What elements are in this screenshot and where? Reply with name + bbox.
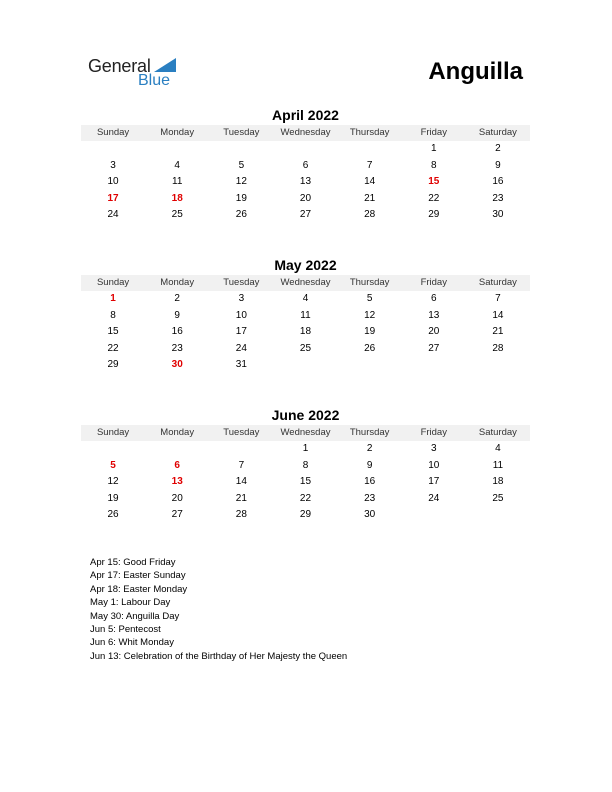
day-cell: 7	[366, 159, 373, 171]
day-cell: 27	[171, 509, 183, 521]
day-cell: 28	[492, 342, 504, 354]
weekday-label: Friday	[420, 277, 447, 288]
day-cell: 14	[364, 176, 376, 188]
day-cell: 29	[299, 509, 312, 521]
day-cell: 12	[364, 309, 376, 321]
day-cell: 14	[235, 476, 247, 488]
day-cell: 2	[366, 443, 373, 454]
day-cell: 15	[107, 326, 119, 338]
day-cell: 11	[492, 459, 504, 471]
day-cell: 9	[174, 309, 180, 321]
day-cell: 3	[238, 293, 245, 304]
week-row	[81, 441, 530, 458]
weekday-label: Wednesday	[280, 427, 331, 438]
day-cell: 7	[495, 293, 501, 304]
empty-day-cell	[338, 357, 402, 374]
day-cell: 17	[235, 326, 247, 338]
weekday-label: Sunday	[96, 427, 130, 438]
day-cell: 1	[110, 293, 116, 304]
day-cell: 9	[495, 159, 501, 171]
empty-day-cell	[81, 141, 145, 158]
day-cell: 24	[235, 342, 247, 354]
day-cell: 3	[430, 443, 437, 454]
day-cell: 2	[495, 143, 501, 154]
holiday-item: Apr 17: Easter Sunday	[90, 570, 186, 582]
day-cell: 6	[430, 293, 437, 304]
weekday-label: Saturday	[478, 277, 517, 288]
logo-flag-icon	[154, 58, 176, 72]
day-cell: 25	[171, 209, 183, 221]
day-cell: 30	[364, 509, 376, 521]
day-cell: 13	[299, 176, 312, 188]
day-cell: 30	[171, 359, 183, 371]
day-cell: 8	[430, 159, 437, 171]
day-cell: 3	[110, 159, 116, 171]
empty-day-cell	[145, 141, 209, 158]
weekday-label: Thursday	[349, 427, 390, 438]
weekday-label: Thursday	[349, 127, 390, 138]
day-cell: 12	[107, 476, 119, 488]
country-title: Anguilla	[428, 58, 523, 85]
day-cell: 11	[172, 176, 183, 188]
day-cell: 9	[366, 459, 373, 471]
empty-day-cell	[402, 357, 466, 374]
day-cell: 11	[300, 309, 311, 321]
day-cell: 20	[299, 192, 312, 204]
week-row	[81, 507, 530, 524]
day-cell: 10	[235, 309, 247, 321]
week-row	[81, 341, 530, 358]
day-cell: 1	[302, 443, 309, 454]
day-cell: 5	[110, 459, 116, 471]
weekday-label: Monday	[160, 127, 195, 138]
day-cell: 20	[171, 492, 183, 504]
day-cell: 29	[107, 359, 119, 371]
day-cell: 21	[492, 326, 504, 338]
week-row	[81, 458, 530, 475]
weekday-header	[81, 425, 530, 441]
day-cell: 6	[302, 159, 309, 171]
week-row	[81, 491, 530, 508]
week-row	[81, 174, 530, 191]
logo	[88, 56, 188, 92]
day-cell: 16	[492, 176, 504, 188]
weekday-header	[81, 275, 530, 291]
month-title: June 2022	[271, 407, 340, 423]
day-cell: 16	[364, 476, 376, 488]
holiday-list	[90, 556, 350, 663]
day-cell: 5	[238, 159, 245, 171]
day-cell: 20	[428, 326, 440, 338]
holiday-item: Jun 13: Celebration of the Birthday of Her Majesty the Queen	[90, 650, 348, 662]
week-row	[81, 324, 530, 341]
day-cell: 4	[495, 443, 501, 454]
week-row	[81, 291, 530, 308]
day-cell: 17	[107, 192, 119, 204]
empty-day-cell	[209, 141, 273, 158]
weekday-label: Sunday	[96, 127, 130, 138]
empty-day-cell	[273, 357, 337, 374]
day-cell: 22	[107, 342, 119, 354]
day-cell: 13	[171, 476, 183, 488]
day-cell: 25	[299, 342, 312, 354]
day-cell: 7	[238, 459, 245, 471]
day-cell: 31	[235, 359, 247, 371]
month-title: May 2022	[274, 257, 337, 273]
logo-general-text: General	[88, 56, 151, 76]
month-title: April 2022	[272, 107, 339, 123]
week-row	[81, 357, 530, 374]
month-june	[81, 407, 530, 524]
month-may	[81, 257, 530, 374]
day-cell: 5	[366, 293, 373, 304]
day-cell: 15	[299, 476, 312, 488]
day-cell: 17	[428, 476, 440, 488]
day-cell: 10	[428, 459, 440, 471]
day-cell: 21	[235, 492, 247, 504]
weekday-label: Saturday	[478, 427, 517, 438]
empty-day-cell	[209, 441, 273, 458]
holiday-item: Apr 15: Good Friday	[90, 557, 176, 568]
day-cell: 25	[492, 492, 504, 504]
day-cell: 29	[428, 209, 440, 221]
holiday-item: Jun 5: Pentecost	[90, 624, 161, 636]
day-cell: 22	[299, 492, 312, 504]
holiday-item: Apr 18: Easter Monday	[90, 583, 188, 595]
day-cell: 12	[235, 176, 247, 188]
day-cell: 30	[492, 209, 504, 221]
weekday-label: Wednesday	[280, 277, 331, 288]
empty-day-cell	[338, 141, 402, 158]
empty-day-cell	[402, 507, 466, 524]
day-cell: 26	[364, 342, 376, 354]
day-cell: 18	[299, 326, 312, 338]
week-row	[81, 158, 530, 175]
weekday-header	[81, 125, 530, 141]
day-cell: 28	[364, 209, 376, 221]
week-row	[81, 207, 530, 224]
day-cell: 24	[428, 492, 440, 504]
day-cell: 24	[107, 209, 119, 221]
day-cell: 14	[492, 309, 504, 321]
weekday-label: Friday	[420, 127, 447, 138]
day-cell: 13	[428, 309, 440, 321]
empty-day-cell	[81, 441, 145, 458]
day-cell: 19	[235, 192, 247, 204]
day-cell: 19	[364, 326, 376, 338]
empty-day-cell	[273, 141, 337, 158]
day-cell: 8	[110, 309, 116, 321]
week-row	[81, 308, 530, 325]
day-cell: 8	[302, 459, 309, 471]
day-cell: 6	[174, 459, 180, 471]
weekday-label: Sunday	[96, 277, 130, 288]
holiday-item: May 30: Anguilla Day	[90, 610, 180, 622]
empty-day-cell	[466, 507, 530, 524]
month-april	[81, 107, 530, 224]
weekday-label: Wednesday	[280, 127, 331, 138]
weekday-label: Thursday	[349, 277, 390, 288]
weekday-label: Saturday	[478, 127, 517, 138]
weekday-label: Monday	[160, 427, 195, 438]
day-cell: 27	[428, 342, 440, 354]
day-cell: 19	[107, 492, 119, 504]
day-cell: 23	[492, 192, 504, 204]
day-cell: 2	[174, 293, 180, 304]
week-row	[81, 474, 530, 491]
day-cell: 10	[107, 176, 119, 188]
week-row	[81, 191, 530, 208]
day-cell: 27	[299, 209, 312, 221]
weekday-label: Monday	[160, 277, 195, 288]
week-row	[81, 141, 530, 158]
day-cell: 18	[492, 476, 504, 488]
holiday-item: May 1: Labour Day	[90, 597, 171, 609]
weekday-label: Friday	[420, 427, 447, 438]
weekday-label: Tuesday	[223, 427, 260, 438]
weekday-label: Tuesday	[223, 277, 260, 288]
day-cell: 28	[235, 509, 247, 521]
day-cell: 26	[107, 509, 119, 521]
day-cell: 4	[174, 159, 180, 171]
day-cell: 21	[364, 192, 376, 204]
day-cell: 23	[364, 492, 376, 504]
weekday-label: Tuesday	[223, 127, 260, 138]
day-cell: 16	[171, 326, 183, 338]
logo-blue-text: Blue	[138, 72, 171, 89]
empty-day-cell	[145, 441, 209, 458]
day-cell: 4	[302, 293, 309, 304]
day-cell: 15	[428, 176, 440, 188]
empty-day-cell	[466, 357, 530, 374]
day-cell: 23	[171, 342, 183, 354]
day-cell: 22	[428, 192, 440, 204]
day-cell: 1	[430, 143, 437, 154]
day-cell: 18	[171, 192, 183, 204]
holiday-item: Jun 6: Whit Monday	[90, 637, 174, 649]
day-cell: 26	[235, 209, 247, 221]
